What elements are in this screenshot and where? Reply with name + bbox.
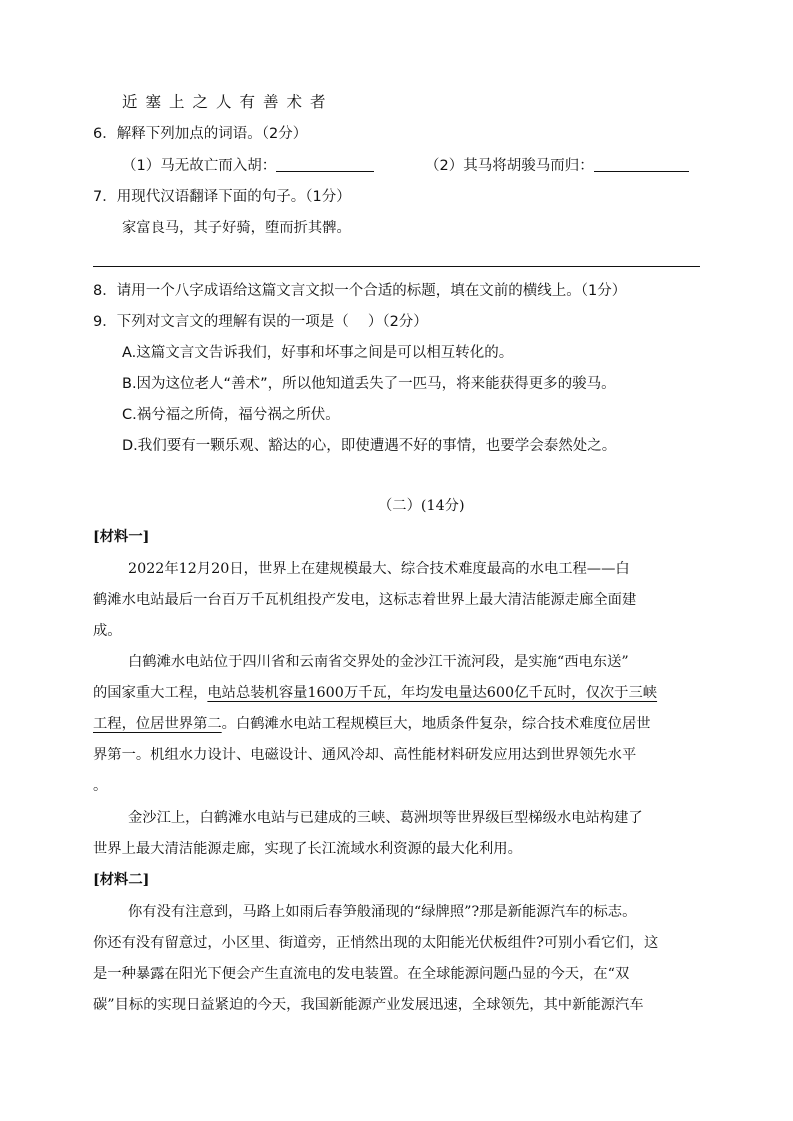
p4-line-4: 碳”目标的实现日益紧迫的今天，我国新能源产业发展迅速，全球领先，其中新能源汽车 [93, 997, 644, 1013]
p4-line-1: 你有没有注意到，马路上如雨后春笋般涌现的“绿牌照”?那是新能源汽车的标志。 [128, 904, 637, 920]
q6-stem: 6．解释下列加点的词语。（2分） [93, 126, 308, 142]
p2-underlined-fact-2: 工程，位居世界第二 [93, 716, 222, 732]
p2-line-1: 白鹤滩水电站位于四川省和云南省交界处的金沙江干流河段，是实施“西电东送” [128, 654, 629, 670]
p2-line-2 [93, 686, 657, 700]
p1-line-1: 2022年12月20日，世界上在建规模最大、综合技术难度最高的水电工程——白 [128, 561, 630, 577]
q5-sentence: 近塞上之人有善术者 [122, 93, 334, 111]
q6-answer-blank-1[interactable] [276, 171, 374, 172]
q9-stem: 9．下列对文言文的理解有误的一项是（ ）（2分） [93, 314, 428, 330]
p3-line-2: 世界上最大清洁能源走廊，实现了长江流域水利资源的最大化利用。 [93, 841, 522, 857]
q7-sentence: 家富良马，其子好骑，堕而折其髀。 [122, 220, 351, 236]
p4-line-3: 是一种暴露在阳光下便会产生直流电的发电装置。在全球能源问题凸显的今天，在“双 [93, 966, 630, 982]
p3-line-1: 金沙江上，白鹤滩水电站与已建成的三峡、葛洲坝等世界级巨型梯级水电站构建了 [128, 810, 643, 826]
q6-item-1-label: （1）马无故亡而入胡： [122, 158, 277, 174]
p4-line-2: 你还有没有留意过，小区里、街道旁，正悄然出现的太阳能光伏板组件?可别小看它们，这 [93, 935, 659, 951]
p1-line-3: 成。 [93, 623, 122, 639]
p2-line-4: 界第一。机组水力设计、电磁设计、通风冷却、高性能材料研发应用达到世界领先水平 [93, 747, 637, 763]
p2-line-3 [93, 717, 651, 731]
q7-stem: 7．用现代汉语翻译下面的句子。（1分） [93, 189, 351, 205]
p2-line-3-text: 。白鹤滩水电站工程规模巨大，地质条件复杂，综合技术难度位居世 [221, 716, 651, 732]
q9-option-a[interactable]: A.这篇文言文告诉我们，好事和坏事之间是可以相互转化的。 [122, 345, 514, 361]
p2-underlined-fact-1: 电站总装机容量1600万千瓦，年均发电量达600亿千瓦时，仅次于三峡 [207, 685, 658, 701]
q9-option-c[interactable]: C.祸兮福之所倚，福兮祸之所伏。 [122, 407, 340, 423]
p2-line-5: 。 [93, 778, 108, 794]
q7-answer-line[interactable] [93, 266, 700, 267]
p1-line-2: 鹤滩水电站最后一台百万千瓦机组投产发电，这标志着世界上最大清洁能源走廊全面建 [93, 592, 637, 608]
q9-option-b[interactable]: B.因为这位老人“善术”，所以他知道丢失了一匹马，将来能获得更多的骏马。 [122, 376, 616, 392]
material-2-label: [材料二] [93, 872, 150, 888]
material-1-label: [材料一] [93, 529, 150, 545]
p2-line-2-text: 的国家重大工程， [93, 685, 208, 701]
q6-answer-blank-2[interactable] [594, 171, 689, 172]
q8-stem: 8．请用一个八字成语给这篇文言文拟一个合适的标题，填在文前的横线上。（1分） [93, 283, 627, 299]
section-2-title: （二）(14分) [378, 498, 465, 514]
q6-item-2-label: （2）其马将胡骏马而归： [425, 158, 594, 174]
q6-item-1 [122, 159, 374, 174]
q6-item-2 [425, 159, 689, 174]
q9-option-d[interactable]: D.我们要有一颗乐观、豁达的心，即使遭遇不好的事情，也要学会泰然处之。 [122, 438, 617, 454]
